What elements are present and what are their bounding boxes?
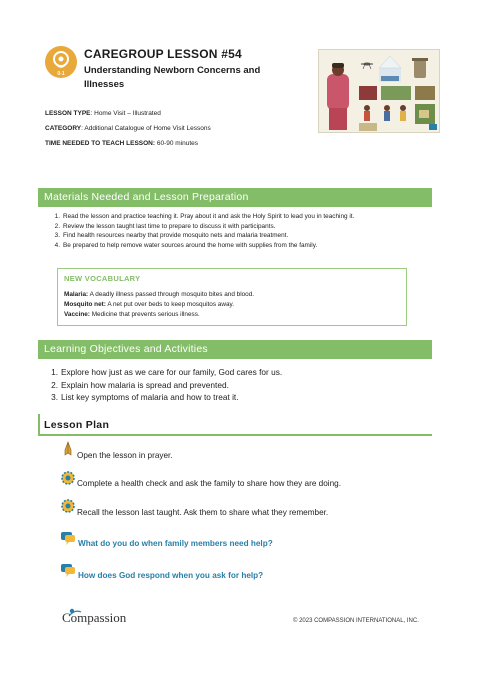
vocab-entry: Malaria: A deadly illness passed through mosquito bites and blood. [64, 291, 255, 298]
materials-heading: Materials Needed and Lesson Preparation [38, 188, 432, 207]
meta-lesson-type: LESSON TYPE: Home Visit – Illustrated [45, 110, 161, 117]
praying-hands-icon [60, 441, 76, 457]
list-item: 3. Find health resources nearby that provide mosquito nets and malaria treatment. [54, 232, 289, 240]
plan-step-text: Complete a health check and ask the family to share how they are doing. [77, 479, 341, 488]
discussion-question: How does God respond when you ask for help? [78, 571, 264, 580]
lesson-plan-divider [38, 414, 40, 435]
discussion-question: What do you do when family members need help? [78, 539, 273, 548]
plan-step-text: Open the lesson in prayer. [77, 451, 173, 460]
list-item: 1. Explore how just as we care for our family, God cares for us. [51, 367, 283, 377]
speech-bubble-icon [60, 563, 76, 579]
objectives-list [45, 366, 425, 404]
lesson-age-label: 0-1 [57, 71, 65, 77]
vocab-entry: Mosquito net: A net put over beds to keep mosquitos away. [64, 301, 235, 308]
gear-icon [60, 498, 76, 514]
meta-category: CATEGORY: Additional Catalogue of Home Visit Lessons [45, 125, 211, 132]
lesson-subtitle: Understanding Newborn Concerns and Illnesses [84, 65, 261, 90]
speech-bubble-icon [60, 531, 76, 547]
meta-time: TIME NEEDED TO TEACH LESSON: 60-90 minutes [45, 140, 199, 147]
lesson-title: CAREGROUP LESSON #54 [84, 47, 242, 61]
plan-step-text: Recall the lesson last taught. Ask them to share what they remember. [77, 508, 329, 517]
list-item: 2. Explain how malaria is spread and prevented. [51, 379, 229, 390]
list-item: 3. List key symptoms of malaria and how to treat it. [51, 392, 239, 402]
lesson-plan-rule [38, 434, 432, 436]
list-item: 4. Be prepared to help remove water sources around the home with supplies from the family. [54, 242, 318, 250]
vocabulary-box [57, 268, 407, 326]
vocab-entry: Vaccine: Medicine that prevents serious illness. [64, 311, 200, 318]
footer-brand: Compassion [62, 610, 127, 625]
vocabulary-heading: NEW VOCABULARY [64, 274, 141, 283]
list-item: 1. Read the lesson and practice teaching it. Pray about it and ask the Holy Spirit to lead you in teaching it. [54, 213, 355, 220]
footer-copyright: © 2023 COMPASSION INTERNATIONAL, INC. [293, 618, 419, 624]
lesson-cover-illustration [318, 49, 440, 133]
materials-list [45, 212, 425, 251]
gear-icon [60, 470, 76, 486]
objectives-heading: Learning Objectives and Activities [38, 340, 432, 359]
list-item: 2. Review the lesson taught last time to prepare to discuss it with participants. [54, 222, 276, 230]
lesson-plan-heading: Lesson Plan [44, 419, 110, 431]
